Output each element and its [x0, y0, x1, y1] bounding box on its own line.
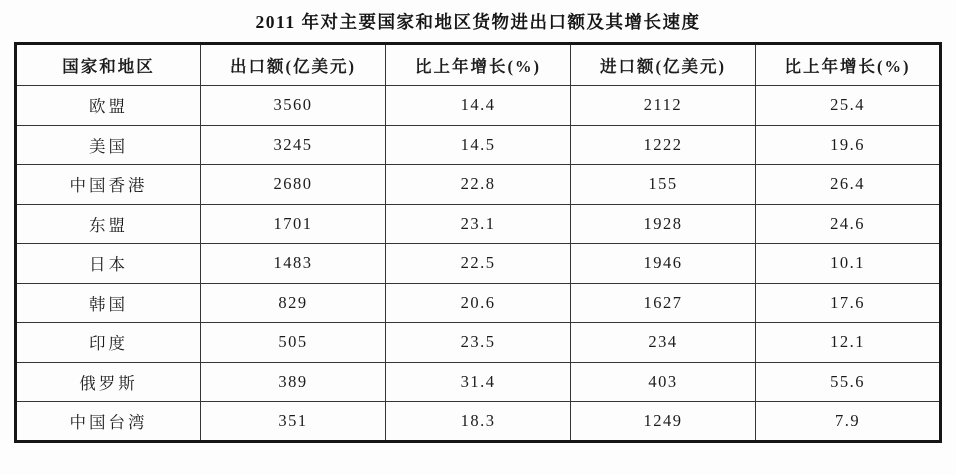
column-header-export-value: 出口额(亿美元) [201, 44, 386, 86]
table-cell-import-growth: 17.6 [756, 283, 941, 323]
table-cell-export: 3245 [201, 125, 386, 165]
table-row [16, 86, 941, 126]
column-header-import-growth: 比上年增长(%) [756, 44, 941, 86]
import-export-table [14, 42, 942, 443]
table-cell-export-growth: 22.8 [386, 165, 571, 205]
header-row [16, 44, 941, 86]
table-cell-export-growth: 23.5 [386, 323, 571, 363]
table-cell-import: 234 [571, 323, 756, 363]
table-cell-export-growth: 23.1 [386, 204, 571, 244]
table-cell-import-growth: 7.9 [756, 402, 941, 442]
table-cell-import: 1627 [571, 283, 756, 323]
table-row [16, 244, 941, 284]
table-cell-export-growth: 14.4 [386, 86, 571, 126]
table-cell-import: 1928 [571, 204, 756, 244]
table-row [16, 283, 941, 323]
table-cell-export: 351 [201, 402, 386, 442]
table-cell-import: 2112 [571, 86, 756, 126]
table-cell-region: 中国台湾 [16, 402, 201, 442]
table-cell-import: 1249 [571, 402, 756, 442]
table-cell-region: 俄罗斯 [16, 362, 201, 402]
table-cell-export: 2680 [201, 165, 386, 205]
table-row [16, 362, 941, 402]
table-row [16, 323, 941, 363]
table-cell-region: 东盟 [16, 204, 201, 244]
table-cell-import: 1222 [571, 125, 756, 165]
table-cell-export: 3560 [201, 86, 386, 126]
table-cell-import-growth: 26.4 [756, 165, 941, 205]
table-cell-import-growth: 12.1 [756, 323, 941, 363]
table-cell-region: 美国 [16, 125, 201, 165]
table-cell-region: 韩国 [16, 283, 201, 323]
table-cell-import-growth: 10.1 [756, 244, 941, 284]
table-cell-export: 389 [201, 362, 386, 402]
table-cell-import-growth: 24.6 [756, 204, 941, 244]
table-cell-import: 1946 [571, 244, 756, 284]
column-header-country: 国家和地区 [16, 44, 201, 86]
table-cell-import-growth: 55.6 [756, 362, 941, 402]
column-header-import-value: 进口额(亿美元) [571, 44, 756, 86]
table-cell-import-growth: 19.6 [756, 125, 941, 165]
table-cell-export-growth: 18.3 [386, 402, 571, 442]
table-cell-export-growth: 22.5 [386, 244, 571, 284]
table-cell-export: 1701 [201, 204, 386, 244]
table-cell-export-growth: 20.6 [386, 283, 571, 323]
column-header-export-growth: 比上年增长(%) [386, 44, 571, 86]
table-cell-export-growth: 31.4 [386, 362, 571, 402]
table-cell-region: 欧盟 [16, 86, 201, 126]
table-cell-export: 505 [201, 323, 386, 363]
table-row [16, 204, 941, 244]
table-cell-region: 中国香港 [16, 165, 201, 205]
table-cell-export: 1483 [201, 244, 386, 284]
table-cell-export: 829 [201, 283, 386, 323]
table-row [16, 125, 941, 165]
table-cell-import: 403 [571, 362, 756, 402]
table-row [16, 165, 941, 205]
table-row [16, 402, 941, 442]
table-cell-region: 日本 [16, 244, 201, 284]
table-cell-export-growth: 14.5 [386, 125, 571, 165]
table-cell-import: 155 [571, 165, 756, 205]
table-cell-import-growth: 25.4 [756, 86, 941, 126]
table-title: 2011 年对主要国家和地区货物进出口额及其增长速度 [255, 12, 701, 32]
table-cell-region: 印度 [16, 323, 201, 363]
